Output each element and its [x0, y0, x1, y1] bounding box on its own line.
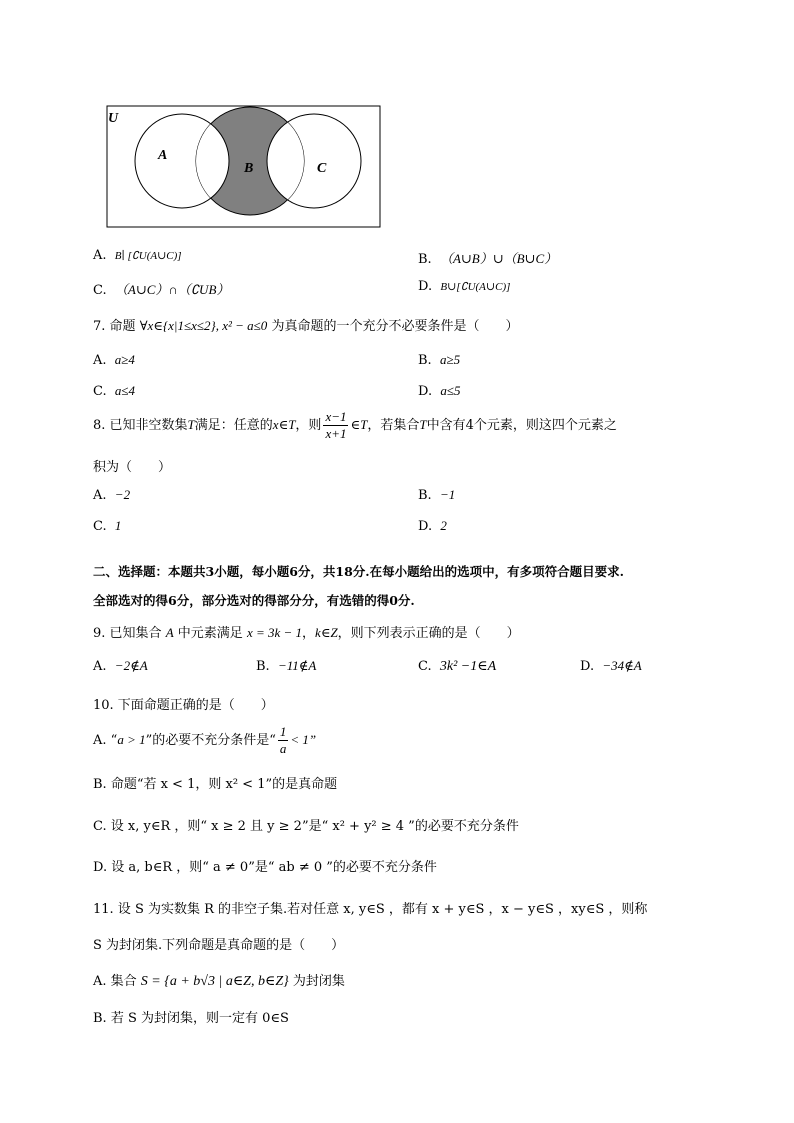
q7-option-c: C. a≤4 [93, 383, 136, 399]
q11-stem-line2: S 为封闭集.下列命题是真命题的是（ ） [93, 938, 345, 953]
q10-option-d: D. 设 a, b∈R ，则“ a ≠ 0”是“ ab ≠ 0 ”的必要不充分条件 [93, 860, 437, 875]
q9-option-c: C. 3k² −1∈A [418, 659, 497, 674]
q6-option-b: B. （A∪B）∪（B∪C） [418, 251, 558, 267]
q9-stem: 9. 已知集合 A 中元素满足 x = 3k − 1，k∈Z，则下列表示正确的是（ ） [93, 625, 520, 641]
universe-label: U [108, 111, 119, 126]
venn-diagram [100, 100, 385, 232]
set-b-label: B [244, 161, 254, 176]
q6-option-c: C. （A∪C）∩（∁UB） [93, 282, 230, 298]
set-a-label: A [158, 148, 168, 163]
q8-stem: 8. 已知非空数集T满足：任意的x∈T，则 $\frac{x-1}{x+1}$ ∈T，若集合T中含有4个元素，则这四个元素之 [93, 409, 617, 441]
set-c-label: C [317, 161, 327, 176]
q6-option-c-text: （A∪C）∩（∁UB） [114, 282, 230, 297]
section-2-scoring: 全部选对的得6分，部分选对的得部分分，有选错的得0分. [93, 593, 415, 608]
q7-option-b: B. a≥5 [418, 352, 461, 368]
q10-fraction: $\frac{1}{a}$ [279, 724, 287, 756]
q8-option-b: B. −1 [418, 487, 456, 503]
q6-option-b-text: （A∪B）∪（B∪C） [439, 251, 558, 266]
q8-stem-line2: 积为（ ） [93, 460, 172, 475]
q7-option-d: D. a≤5 [418, 383, 461, 399]
q10-option-c: C. 设 x, y∈R ，则“ x ≥ 2 且 y ≥ 2”是“ x² + y² ≥ 4 ”的必要不充分条件 [93, 819, 519, 834]
q7-math: ∀x∈{x|1≤x≤2}, x² − a≤0 [139, 318, 268, 333]
q8-option-c: C. 1 [93, 518, 122, 534]
q11-option-a: A. 集合 S = {a + b√3 | a∈Z, b∈Z} 为封闭集 [93, 974, 345, 989]
q7-stem: 7. 命题 ∀x∈{x|1≤x≤2}, x² − a≤0 为真命题的一个充分不必要条件是（ ） [93, 318, 519, 334]
q9-option-b: B. −11∉A [256, 658, 317, 674]
q10-stem: 10. 下面命题正确的是（ ） [93, 698, 274, 713]
q6-option-d-text: B∪[∁U(A∪C)] [440, 281, 511, 293]
q6-option-d: D. B∪[∁U(A∪C)] [418, 279, 511, 294]
q8-option-a: A. −2 [93, 487, 131, 503]
q8-fraction: $\frac{x-1}{x+1}$ [325, 409, 347, 441]
section-2-heading: 二、选择题：本题共3小题，每小题6分，共18分.在每小题给出的选项中，有多项符合题目要求. [93, 564, 624, 579]
q6-option-a-text: B∣ [∁U(A∪C)] [114, 250, 182, 262]
q6-option-a: A. B∣ [∁U(A∪C)] [93, 248, 182, 263]
q11-option-b: B. 若 S 为封闭集，则一定有 0∈S [93, 1011, 289, 1026]
q8-option-d: D. 2 [418, 518, 447, 534]
q10-option-b: B. 命题“若 x < 1，则 x² < 1”的是真命题 [93, 777, 338, 792]
q9-option-a: A. −2∉A [93, 658, 148, 674]
q10-option-a: A. “a > 1”的必要不充分条件是“ $\frac{1}{a}$ < 1” [93, 724, 317, 756]
q7-option-a: A. a≥4 [93, 352, 135, 368]
q11-stem-line1: 11. 设 S 为实数集 R 的非空子集.若对任意 x, y∈S ，都有 x + y∈S ，x − y∈S ，xy∈S ，则称 [93, 902, 648, 917]
q9-option-d: D. −34∉A [580, 658, 642, 674]
